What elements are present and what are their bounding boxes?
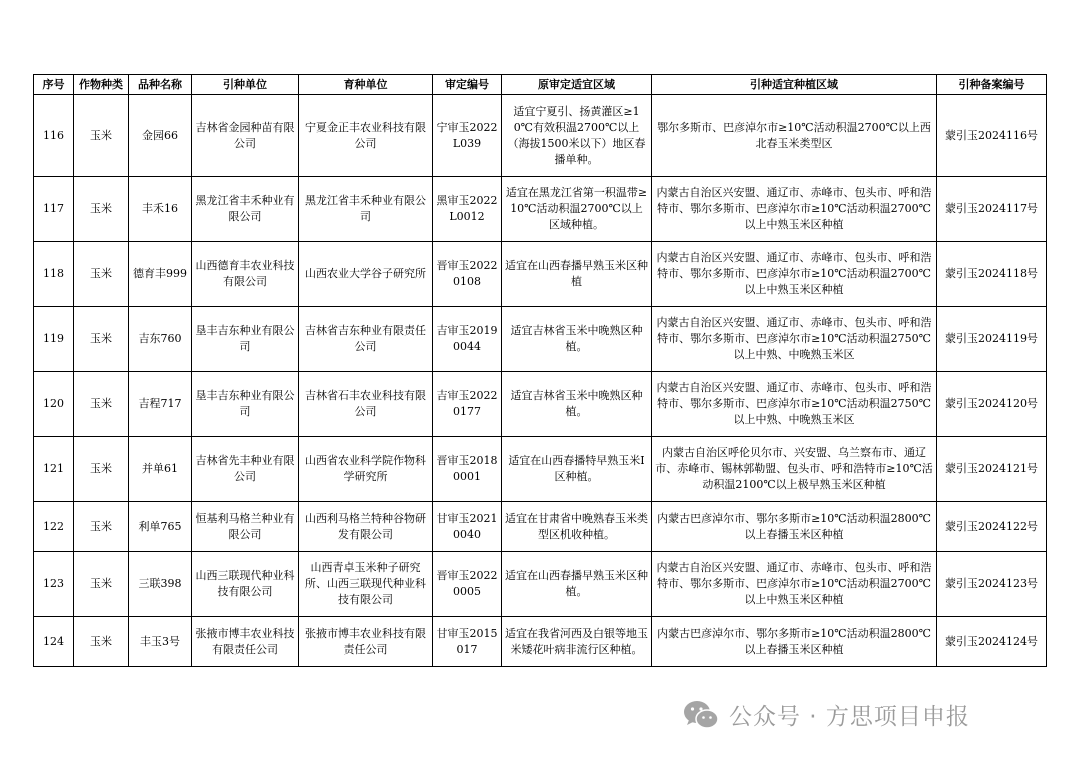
cell-breeder: 吉林省吉东种业有限责任公司 [299, 307, 433, 372]
table-row [34, 502, 1047, 552]
cell-variety: 利单765 [129, 502, 192, 552]
cell-intro-region: 内蒙古自治区兴安盟、通辽市、赤峰市、包头市、呼和浩特市、鄂尔多斯市、巴彦淖尔市≥10℃活动积温2700℃以上中熟玉米区种植 [652, 552, 937, 617]
table-row [34, 437, 1047, 502]
cell-index: 120 [34, 372, 74, 437]
cell-crop: 玉米 [74, 617, 129, 667]
cell-intro-region: 内蒙古自治区兴安盟、通辽市、赤峰市、包头市、呼和浩特市、鄂尔多斯市、巴彦淖尔市≥10℃活动积温2750℃以上中熟、中晚熟玉米区 [652, 372, 937, 437]
cell-record-no: 蒙引玉2024124号 [937, 617, 1047, 667]
cell-record-no: 蒙引玉2024122号 [937, 502, 1047, 552]
cell-intro-region: 内蒙古自治区呼伦贝尔市、兴安盟、乌兰察布市、通辽市、赤峰市、锡林郭勒盟、包头市、呼和浩特市≥10℃活动积温2100℃以上极早熟玉米区种植 [652, 437, 937, 502]
cell-variety: 三联398 [129, 552, 192, 617]
cell-breeder: 山西利马格兰特种谷物研发有限公司 [299, 502, 433, 552]
cell-crop: 玉米 [74, 437, 129, 502]
cell-approval-no: 吉审玉20190044 [433, 307, 502, 372]
header-record-no: 引种备案编号 [937, 75, 1047, 95]
cell-record-no: 蒙引玉2024119号 [937, 307, 1047, 372]
cell-record-no: 蒙引玉2024116号 [937, 95, 1047, 177]
cell-record-no: 蒙引玉2024121号 [937, 437, 1047, 502]
cell-crop: 玉米 [74, 552, 129, 617]
cell-breeder: 吉林省石丰农业科技有限公司 [299, 372, 433, 437]
cell-index: 119 [34, 307, 74, 372]
cell-breeder: 山西农业大学谷子研究所 [299, 242, 433, 307]
cell-intro-region: 内蒙古自治区兴安盟、通辽市、赤峰市、包头市、呼和浩特市、鄂尔多斯市、巴彦淖尔市≥10℃活动积温2700℃以上中熟玉米区种植 [652, 242, 937, 307]
cell-approval-no: 吉审玉20220177 [433, 372, 502, 437]
cell-record-no: 蒙引玉2024118号 [937, 242, 1047, 307]
cell-index: 117 [34, 177, 74, 242]
cell-index: 121 [34, 437, 74, 502]
cell-approval-no: 晋审玉20180001 [433, 437, 502, 502]
cell-approval-no: 晋审玉20220005 [433, 552, 502, 617]
table-body [34, 95, 1047, 667]
table-row [34, 242, 1047, 307]
cell-crop: 玉米 [74, 177, 129, 242]
table-row [34, 177, 1047, 242]
cell-crop: 玉米 [74, 307, 129, 372]
cell-intro-region: 内蒙古巴彦淖尔市、鄂尔多斯市≥10℃活动积温2800℃以上春播玉米区种植 [652, 502, 937, 552]
cell-breeder: 山西省农业科学院作物科学研究所 [299, 437, 433, 502]
cell-breeder: 黑龙江省丰禾种业有限公司 [299, 177, 433, 242]
cell-record-no: 蒙引玉2024117号 [937, 177, 1047, 242]
cell-intro-region: 内蒙古自治区兴安盟、通辽市、赤峰市、包头市、呼和浩特市、鄂尔多斯市、巴彦淖尔市≥10℃活动积温2750℃以上中熟、中晚熟玉米区 [652, 307, 937, 372]
cell-introducer: 吉林省先丰种业有限公司 [192, 437, 299, 502]
table-row [34, 372, 1047, 437]
cell-breeder: 山西青卓玉米种子研究所、山西三联现代种业科技有限公司 [299, 552, 433, 617]
cell-index: 118 [34, 242, 74, 307]
cell-approval-no: 宁审玉2022L039 [433, 95, 502, 177]
cell-breeder: 宁夏金正丰农业科技有限公司 [299, 95, 433, 177]
cell-variety: 丰玉3号 [129, 617, 192, 667]
cell-breeder: 张掖市博丰农业科技有限责任公司 [299, 617, 433, 667]
cell-crop: 玉米 [74, 242, 129, 307]
cell-variety: 吉东760 [129, 307, 192, 372]
watermark-text: 公众号 · 方思项目申报 [729, 704, 970, 730]
cell-original-region: 适宜吉林省玉米中晚熟区种植。 [502, 307, 652, 372]
watermark [683, 698, 970, 731]
cell-original-region: 适宜在山西春播特早熟玉米Ⅰ区种植。 [502, 437, 652, 502]
table-header-row [34, 75, 1047, 95]
cell-variety: 金园66 [129, 95, 192, 177]
header-variety: 品种名称 [129, 75, 192, 95]
cell-variety: 并单61 [129, 437, 192, 502]
table-row [34, 617, 1047, 667]
cell-index: 124 [34, 617, 74, 667]
cell-introducer: 恒基利马格兰种业有限公司 [192, 502, 299, 552]
table-row [34, 552, 1047, 617]
cell-record-no: 蒙引玉2024123号 [937, 552, 1047, 617]
cell-original-region: 适宜宁夏引、扬黄灌区≥10℃有效积温2700℃以上（海拔1500米以下）地区春播单种。 [502, 95, 652, 177]
cell-index: 116 [34, 95, 74, 177]
cell-introducer: 黑龙江省丰禾种业有限公司 [192, 177, 299, 242]
cell-variety: 德育丰999 [129, 242, 192, 307]
header-breeder: 育种单位 [299, 75, 433, 95]
cell-variety: 吉程717 [129, 372, 192, 437]
wechat-icon [683, 700, 719, 730]
cell-crop: 玉米 [74, 502, 129, 552]
cell-intro-region: 内蒙古自治区兴安盟、通辽市、赤峰市、包头市、呼和浩特市、鄂尔多斯市、巴彦淖尔市≥10℃活动积温2700℃以上中熟玉米区种植 [652, 177, 937, 242]
cell-introducer: 垦丰吉东种业有限公司 [192, 372, 299, 437]
variety-table [33, 74, 1047, 667]
header-index: 序号 [34, 75, 74, 95]
header-crop: 作物种类 [74, 75, 129, 95]
cell-original-region: 适宜在甘肃省中晚熟春玉米类型区机收种植。 [502, 502, 652, 552]
cell-original-region: 适宜在山西春播早熟玉米区种植 [502, 242, 652, 307]
cell-introducer: 吉林省金园种苗有限公司 [192, 95, 299, 177]
table-row [34, 95, 1047, 177]
cell-index: 122 [34, 502, 74, 552]
cell-approval-no: 晋审玉20220108 [433, 242, 502, 307]
cell-original-region: 适宜吉林省玉米中晚熟区种植。 [502, 372, 652, 437]
cell-record-no: 蒙引玉2024120号 [937, 372, 1047, 437]
cell-intro-region: 鄂尔多斯市、巴彦淖尔市≥10℃活动积温2700℃以上西北春玉米类型区 [652, 95, 937, 177]
cell-intro-region: 内蒙古巴彦淖尔市、鄂尔多斯市≥10℃活动积温2800℃以上春播玉米区种植 [652, 617, 937, 667]
table-row [34, 307, 1047, 372]
header-intro-region: 引种适宜种植区域 [652, 75, 937, 95]
cell-introducer: 垦丰吉东种业有限公司 [192, 307, 299, 372]
cell-approval-no: 甘审玉2015017 [433, 617, 502, 667]
cell-approval-no: 甘审玉20210040 [433, 502, 502, 552]
cell-introducer: 张掖市博丰农业科技有限责任公司 [192, 617, 299, 667]
cell-introducer: 山西德育丰农业科技有限公司 [192, 242, 299, 307]
cell-original-region: 适宜在我省河西及白银等地玉米矮花叶病非流行区种植。 [502, 617, 652, 667]
cell-crop: 玉米 [74, 372, 129, 437]
cell-index: 123 [34, 552, 74, 617]
header-approval-no: 审定编号 [433, 75, 502, 95]
header-introducer: 引种单位 [192, 75, 299, 95]
cell-crop: 玉米 [74, 95, 129, 177]
cell-approval-no: 黑审玉2022L0012 [433, 177, 502, 242]
cell-original-region: 适宜在黑龙江省第一积温带≥10℃活动积温2700℃以上区域种植。 [502, 177, 652, 242]
cell-original-region: 适宜在山西春播早熟玉米区种植。 [502, 552, 652, 617]
header-original-region: 原审定适宜区域 [502, 75, 652, 95]
cell-variety: 丰禾16 [129, 177, 192, 242]
cell-introducer: 山西三联现代种业科技有限公司 [192, 552, 299, 617]
